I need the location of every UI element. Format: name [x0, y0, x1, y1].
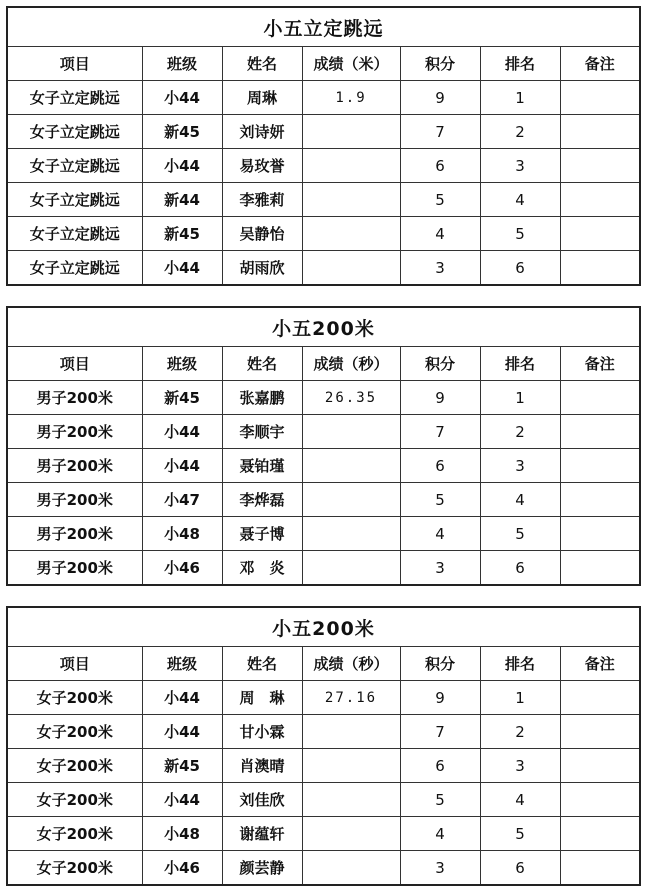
class-cell: 小44 [142, 251, 222, 286]
table-row [7, 149, 640, 183]
header-cell: 备注 [560, 347, 640, 381]
header-row [7, 347, 640, 381]
event-cell: 女子200米 [7, 817, 142, 851]
header-cell: 姓名 [222, 647, 302, 681]
class-cell: 小47 [142, 483, 222, 517]
table-row [7, 183, 640, 217]
event-cell: 女子200米 [7, 851, 142, 886]
score-cell [302, 449, 400, 483]
rank-cell: 6 [480, 251, 560, 286]
header-cell: 备注 [560, 647, 640, 681]
header-cell: 班级 [142, 647, 222, 681]
rank-cell: 6 [480, 851, 560, 886]
remark-cell [560, 415, 640, 449]
name-cell: 周 琳 [222, 681, 302, 715]
remark-cell [560, 81, 640, 115]
header-cell: 排名 [480, 347, 560, 381]
name-cell: 聂子博 [222, 517, 302, 551]
header-cell: 排名 [480, 647, 560, 681]
points-cell: 6 [400, 749, 480, 783]
class-cell: 小48 [142, 817, 222, 851]
points-cell: 6 [400, 149, 480, 183]
remark-cell [560, 483, 640, 517]
class-cell: 新45 [142, 217, 222, 251]
header-cell: 姓名 [222, 347, 302, 381]
event-cell: 女子立定跳远 [7, 81, 142, 115]
event-cell: 男子200米 [7, 483, 142, 517]
header-cell: 项目 [7, 647, 142, 681]
score-cell [302, 183, 400, 217]
rank-cell: 5 [480, 517, 560, 551]
points-cell: 5 [400, 783, 480, 817]
class-cell: 小44 [142, 681, 222, 715]
points-cell: 7 [400, 715, 480, 749]
remark-cell [560, 115, 640, 149]
points-cell: 7 [400, 415, 480, 449]
rank-cell: 1 [480, 381, 560, 415]
points-cell: 4 [400, 817, 480, 851]
points-cell: 6 [400, 449, 480, 483]
class-cell: 新45 [142, 115, 222, 149]
score-cell [302, 483, 400, 517]
event-cell: 女子200米 [7, 681, 142, 715]
event-cell: 女子立定跳远 [7, 251, 142, 286]
score-cell [302, 783, 400, 817]
remark-cell [560, 749, 640, 783]
header-cell: 项目 [7, 347, 142, 381]
header-cell: 备注 [560, 47, 640, 81]
event-cell: 女子200米 [7, 749, 142, 783]
event-cell: 女子立定跳远 [7, 217, 142, 251]
score-cell [302, 715, 400, 749]
table-row [7, 681, 640, 715]
name-cell: 谢蕴轩 [222, 817, 302, 851]
score-cell [302, 115, 400, 149]
table-row [7, 415, 640, 449]
points-cell: 5 [400, 483, 480, 517]
header-cell: 班级 [142, 347, 222, 381]
remark-cell [560, 551, 640, 586]
rank-cell: 1 [480, 81, 560, 115]
table-row [7, 251, 640, 286]
points-cell: 4 [400, 217, 480, 251]
score-cell: 26.35 [302, 381, 400, 415]
score-cell [302, 749, 400, 783]
table-row [7, 851, 640, 886]
name-cell: 甘小霖 [222, 715, 302, 749]
table-row [7, 715, 640, 749]
class-cell: 小44 [142, 81, 222, 115]
results-table-girls-200m [6, 606, 641, 886]
event-cell: 女子立定跳远 [7, 115, 142, 149]
class-cell: 小44 [142, 149, 222, 183]
rank-cell: 5 [480, 817, 560, 851]
header-cell: 成绩（秒） [302, 647, 400, 681]
name-cell: 李雅莉 [222, 183, 302, 217]
event-cell: 女子立定跳远 [7, 149, 142, 183]
table-row [7, 749, 640, 783]
event-cell: 女子200米 [7, 783, 142, 817]
name-cell: 刘诗妍 [222, 115, 302, 149]
points-cell: 4 [400, 517, 480, 551]
table-row [7, 483, 640, 517]
remark-cell [560, 251, 640, 286]
class-cell: 小44 [142, 715, 222, 749]
name-cell: 易玫誉 [222, 149, 302, 183]
points-cell: 9 [400, 381, 480, 415]
score-cell [302, 517, 400, 551]
table-title: 小五200米 [7, 307, 640, 347]
score-cell [302, 851, 400, 886]
event-cell: 女子200米 [7, 715, 142, 749]
header-cell: 成绩（秒） [302, 347, 400, 381]
name-cell: 颜芸静 [222, 851, 302, 886]
score-cell [302, 149, 400, 183]
table-row [7, 517, 640, 551]
event-cell: 女子立定跳远 [7, 183, 142, 217]
table-row [7, 381, 640, 415]
table-row [7, 817, 640, 851]
remark-cell [560, 217, 640, 251]
class-cell: 小46 [142, 551, 222, 586]
table-row [7, 449, 640, 483]
rank-cell: 4 [480, 483, 560, 517]
remark-cell [560, 381, 640, 415]
class-cell: 小44 [142, 449, 222, 483]
table-row [7, 81, 640, 115]
class-cell: 小44 [142, 783, 222, 817]
score-cell: 27.16 [302, 681, 400, 715]
remark-cell [560, 783, 640, 817]
name-cell: 聂铂瑾 [222, 449, 302, 483]
name-cell: 吴静怡 [222, 217, 302, 251]
score-cell [302, 551, 400, 586]
class-cell: 小46 [142, 851, 222, 886]
score-cell [302, 415, 400, 449]
score-cell [302, 217, 400, 251]
header-cell: 成绩（米） [302, 47, 400, 81]
header-cell: 积分 [400, 647, 480, 681]
remark-cell [560, 681, 640, 715]
score-cell [302, 817, 400, 851]
rank-cell: 3 [480, 749, 560, 783]
table-row [7, 115, 640, 149]
event-cell: 男子200米 [7, 415, 142, 449]
name-cell: 张嘉鹏 [222, 381, 302, 415]
table-row [7, 217, 640, 251]
rank-cell: 2 [480, 415, 560, 449]
remark-cell [560, 149, 640, 183]
points-cell: 9 [400, 81, 480, 115]
event-cell: 男子200米 [7, 517, 142, 551]
class-cell: 新44 [142, 183, 222, 217]
rank-cell: 3 [480, 449, 560, 483]
name-cell: 李顺宇 [222, 415, 302, 449]
header-cell: 排名 [480, 47, 560, 81]
header-cell: 积分 [400, 347, 480, 381]
class-cell: 新45 [142, 381, 222, 415]
points-cell: 3 [400, 251, 480, 286]
remark-cell [560, 851, 640, 886]
score-cell: 1.9 [302, 81, 400, 115]
rank-cell: 5 [480, 217, 560, 251]
class-cell: 小44 [142, 415, 222, 449]
results-table-boys-200m [6, 306, 641, 586]
class-cell: 小48 [142, 517, 222, 551]
header-cell: 班级 [142, 47, 222, 81]
points-cell: 7 [400, 115, 480, 149]
remark-cell [560, 449, 640, 483]
points-cell: 3 [400, 551, 480, 586]
rank-cell: 2 [480, 115, 560, 149]
rank-cell: 3 [480, 149, 560, 183]
class-cell: 新45 [142, 749, 222, 783]
remark-cell [560, 817, 640, 851]
points-cell: 5 [400, 183, 480, 217]
table-title: 小五立定跳远 [7, 7, 640, 47]
rank-cell: 4 [480, 183, 560, 217]
score-cell [302, 251, 400, 286]
header-row [7, 47, 640, 81]
name-cell: 李烨磊 [222, 483, 302, 517]
header-cell: 积分 [400, 47, 480, 81]
results-table-long-jump [6, 6, 641, 286]
event-cell: 男子200米 [7, 551, 142, 586]
rank-cell: 4 [480, 783, 560, 817]
name-cell: 肖澳晴 [222, 749, 302, 783]
name-cell: 周琳 [222, 81, 302, 115]
remark-cell [560, 715, 640, 749]
name-cell: 刘佳欣 [222, 783, 302, 817]
table-row [7, 783, 640, 817]
header-cell: 姓名 [222, 47, 302, 81]
rank-cell: 6 [480, 551, 560, 586]
event-cell: 男子200米 [7, 449, 142, 483]
rank-cell: 2 [480, 715, 560, 749]
name-cell: 胡雨欣 [222, 251, 302, 286]
points-cell: 3 [400, 851, 480, 886]
points-cell: 9 [400, 681, 480, 715]
name-cell: 邓 炎 [222, 551, 302, 586]
header-cell: 项目 [7, 47, 142, 81]
table-row [7, 551, 640, 586]
rank-cell: 1 [480, 681, 560, 715]
header-row [7, 647, 640, 681]
remark-cell [560, 183, 640, 217]
remark-cell [560, 517, 640, 551]
event-cell: 男子200米 [7, 381, 142, 415]
table-title: 小五200米 [7, 607, 640, 647]
